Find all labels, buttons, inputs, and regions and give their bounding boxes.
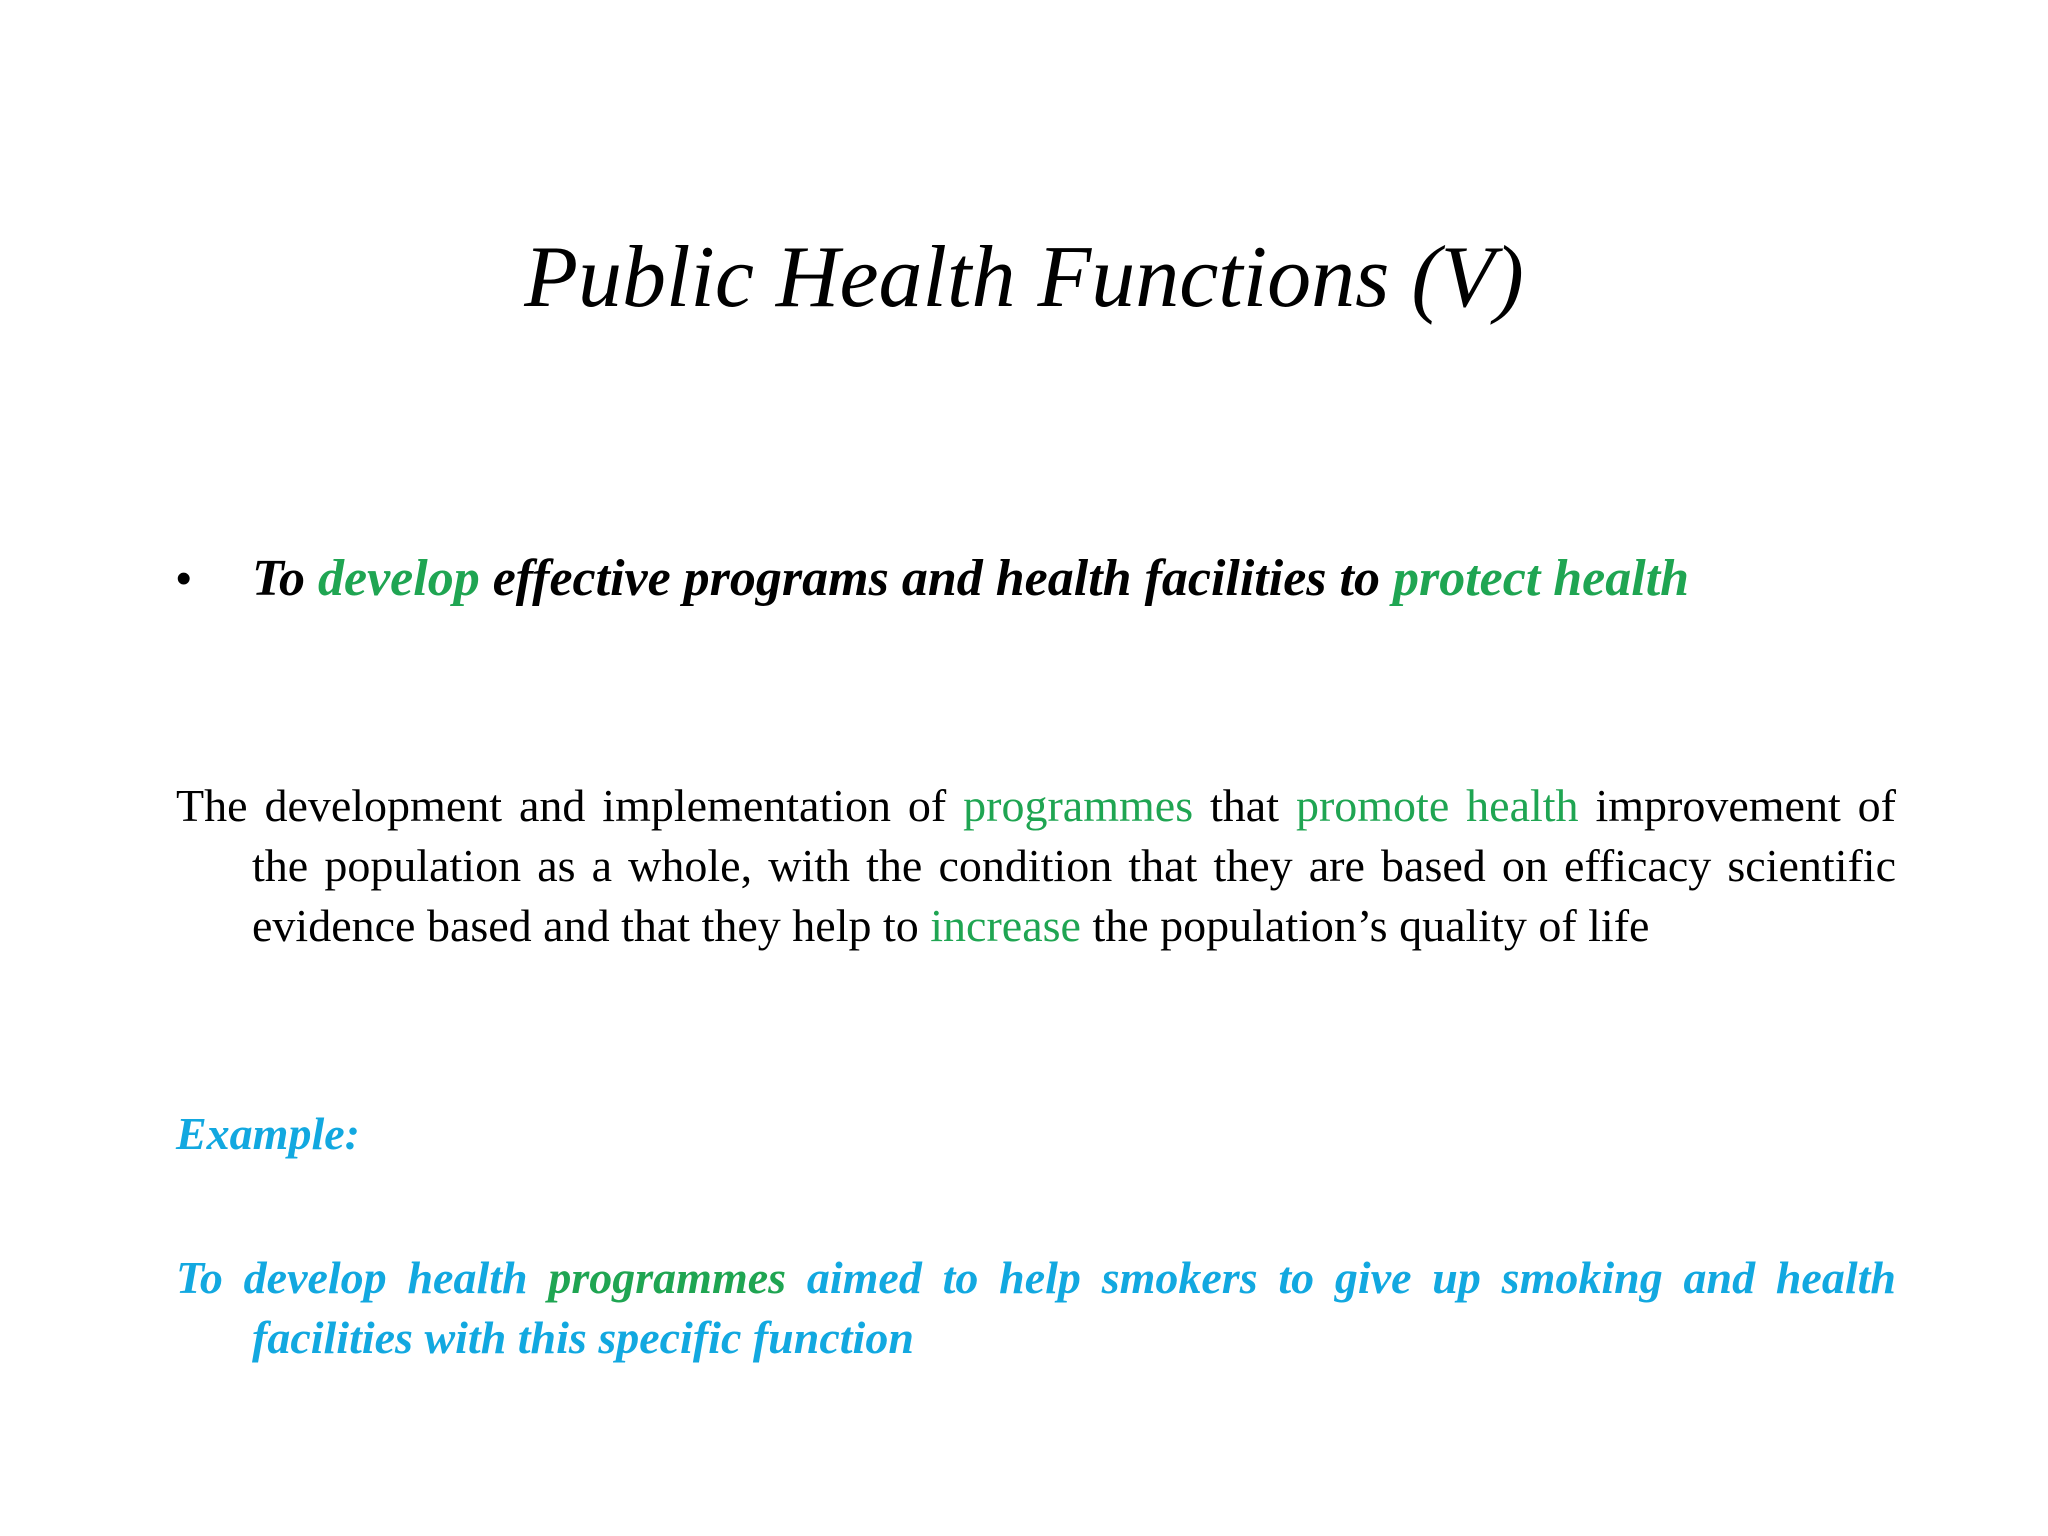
- bullet-text-part: effective programs and health facilities to: [479, 550, 1393, 607]
- paragraph-text-part: that: [1193, 780, 1296, 831]
- bullet-text: [252, 548, 1689, 610]
- bullet-dot-icon: •: [176, 554, 192, 603]
- paragraph-highlight-increase: increase: [930, 900, 1081, 951]
- example-text: [176, 1248, 1896, 1368]
- description-paragraph: [176, 776, 1896, 956]
- paragraph-highlight-promote-health: promote health: [1295, 780, 1579, 831]
- paragraph-text-part: The development and implementation of: [176, 780, 964, 831]
- slide-title: Public Health Functions (V): [524, 229, 1524, 326]
- bullet-text-part: To: [252, 550, 318, 607]
- paragraph-highlight-programmes: programmes: [963, 780, 1194, 831]
- bullet-highlight-protect-health: protect health: [1392, 550, 1690, 607]
- example-highlight-programmes: programmes: [548, 1252, 787, 1303]
- example-label: Example:: [176, 1108, 360, 1159]
- bullet-highlight-develop: develop: [318, 550, 480, 607]
- paragraph-text-part: improvement of the population as a whole, with the condition that they are based on efficacy scientific evidence based and that they help to: [252, 780, 1896, 951]
- example-text-part: aimed to help smokers to give up smoking and health facilities with this specific function: [252, 1252, 1896, 1363]
- example-text-part: To develop health: [176, 1252, 549, 1303]
- paragraph-text-part: the population’s quality of life: [1080, 900, 1650, 951]
